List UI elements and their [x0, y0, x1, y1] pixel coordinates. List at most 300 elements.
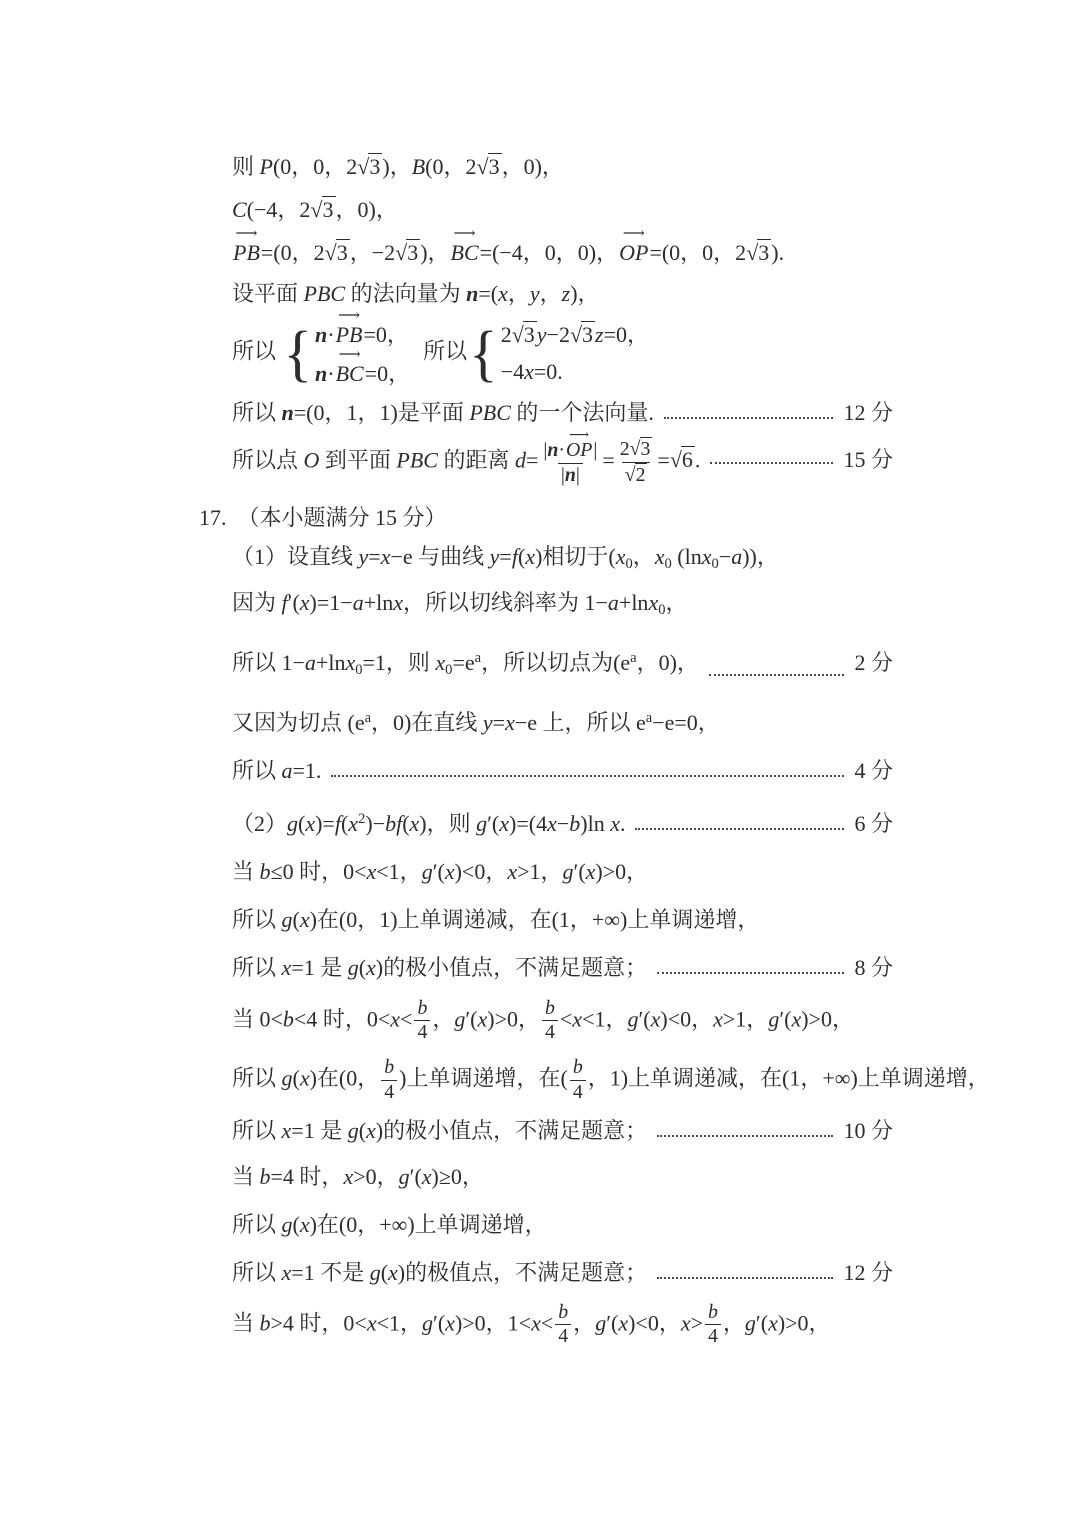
fraction — [705, 1301, 721, 1350]
text: 所以 — [232, 338, 282, 364]
math-variable: x — [281, 954, 292, 980]
denominator — [542, 1020, 558, 1045]
text: =0， — [364, 361, 411, 386]
math-variable: g — [476, 810, 488, 836]
text: =(0，2 — [260, 240, 325, 265]
math-variable: x — [531, 1309, 541, 1335]
text: < — [540, 1309, 554, 1335]
text: 所以 — [412, 338, 468, 364]
square-root — [325, 240, 350, 265]
square-root — [357, 154, 382, 179]
text: ，所以切线斜率为 1− — [402, 589, 608, 615]
text: )<0， — [628, 1309, 681, 1335]
text: 的法向量为 — [345, 281, 467, 306]
text: = — [526, 447, 539, 473]
text: )<0， — [454, 858, 508, 884]
math-variable: b — [259, 1309, 271, 1335]
text: ，−2 — [349, 240, 396, 265]
q17-part2-case-b-eq-4-conclusion — [232, 1258, 893, 1288]
text: ′( — [409, 1163, 422, 1189]
text: >0， — [353, 1163, 399, 1189]
dotted-leader — [654, 398, 844, 428]
radicand — [681, 446, 695, 472]
system-rows — [501, 320, 649, 387]
line-text — [232, 542, 779, 579]
math-variable: x — [366, 954, 376, 980]
text: (ln — [671, 543, 702, 569]
subscript: 0 — [664, 555, 672, 572]
text: )相切于( — [535, 543, 616, 569]
text: −e=0， — [652, 709, 720, 735]
math-variable: PBC — [469, 400, 511, 425]
math-variable: x — [680, 1309, 691, 1335]
math-variable: z — [595, 322, 604, 347]
math-variable: x — [388, 1259, 398, 1285]
math-variable: b — [259, 1163, 271, 1189]
text: ，0)在直线 — [371, 709, 483, 735]
text: 的一个法向量. — [510, 400, 654, 425]
math-variable: x — [366, 858, 377, 884]
square-root — [476, 154, 501, 179]
text: = — [602, 447, 615, 473]
text: ′( — [638, 1005, 651, 1031]
vectors-pb-bc-op — [232, 225, 893, 268]
dotted-leader — [647, 1258, 843, 1288]
text: ′( — [465, 1005, 478, 1031]
system-row — [501, 357, 563, 387]
line-text — [232, 703, 720, 738]
line-text — [232, 905, 759, 935]
p-b-coordinates — [232, 152, 893, 182]
score-label: 4 分 — [854, 757, 893, 783]
text: | — [593, 439, 598, 461]
text: | — [560, 463, 565, 486]
math-variable: b — [384, 1056, 395, 1079]
text: · — [327, 361, 335, 386]
math-variable: x — [791, 1005, 802, 1031]
text: =( — [478, 281, 499, 306]
denominator — [381, 1080, 397, 1105]
math-variable: x — [366, 1117, 376, 1143]
denominator — [705, 1324, 721, 1349]
distance-calculation — [232, 427, 893, 488]
score-label: 2 分 — [854, 649, 893, 675]
text: )在(0， — [309, 1065, 380, 1091]
text: 当 0< — [232, 1005, 283, 1031]
vector-name: OP — [566, 439, 593, 461]
math-variable: x — [648, 589, 659, 615]
text: ( — [380, 1259, 389, 1285]
text: <4 时，0< — [293, 1005, 391, 1031]
text: ， — [665, 589, 688, 615]
math-variable: x — [618, 1309, 629, 1335]
text: · — [327, 322, 335, 347]
radical-sign: √ — [569, 322, 582, 347]
text: ( — [292, 906, 300, 932]
denominator — [555, 1324, 571, 1349]
text: > — [690, 1309, 704, 1335]
math-variable: a — [304, 649, 316, 675]
subscript: 0 — [658, 601, 666, 618]
c-coordinates — [232, 195, 893, 225]
text: =0， — [363, 322, 409, 347]
q17-part2-case-b-le-0-conclusion — [232, 953, 893, 983]
text: 2 — [500, 322, 512, 347]
math-variable: y — [529, 281, 540, 306]
math-vector-variable: n — [315, 361, 328, 386]
text: ). — [771, 240, 785, 265]
math-variable: x — [445, 1309, 455, 1335]
text: 到平面 — [319, 447, 397, 473]
q17-part1-point-on-line — [232, 703, 893, 738]
vector-arrow-icon: ⟶ — [338, 346, 361, 363]
square-root — [310, 197, 335, 222]
text: | — [575, 463, 580, 486]
radicand — [640, 437, 653, 461]
math-variable: x — [299, 1211, 310, 1237]
math-variable: x — [345, 649, 356, 675]
subscript: 0 — [625, 555, 633, 572]
text: 的距离 — [437, 447, 515, 473]
radical-sign: √ — [511, 322, 523, 347]
radicand — [757, 239, 771, 265]
text: )= — [315, 810, 335, 836]
superscript: a — [474, 649, 482, 666]
score-label: 10 分 — [843, 1117, 893, 1143]
math-variable: g — [744, 1309, 756, 1335]
line-text — [232, 225, 785, 268]
denominator — [622, 462, 651, 488]
fraction — [617, 437, 656, 488]
numerator — [381, 1056, 397, 1080]
line-text — [232, 1116, 647, 1146]
text: ( — [358, 954, 367, 980]
text: )>0， — [777, 1309, 831, 1335]
math-vector-variable: n — [547, 439, 559, 461]
text: (−4，2 — [246, 197, 311, 222]
text: )>0，1< — [454, 1309, 532, 1335]
q17-part2-case-b-le-0-monotonic — [232, 905, 893, 935]
math-variable: x — [768, 1309, 778, 1335]
text: − — [718, 543, 732, 569]
vector-name: BC — [450, 240, 479, 265]
math-variable: x — [435, 649, 446, 675]
text: 当 — [232, 1163, 260, 1189]
math-variable: f — [281, 589, 288, 615]
math-variable: x — [499, 810, 510, 836]
text: ， — [632, 543, 655, 569]
text: 3 — [640, 438, 651, 460]
math-variable: x — [525, 543, 536, 569]
text: >1， — [722, 1005, 769, 1031]
math-vector-variable: n — [564, 463, 576, 486]
text: 4 — [417, 1021, 428, 1044]
text: = — [492, 709, 506, 735]
text: 所以 — [232, 954, 282, 980]
math-vector-variable: n — [281, 400, 294, 425]
math-variable: O — [303, 447, 320, 473]
math-variable: x — [348, 810, 359, 836]
vector-notation — [565, 427, 593, 463]
math-variable: g — [421, 858, 433, 884]
text: =4 时， — [270, 1163, 344, 1189]
text: ( — [298, 810, 306, 836]
text: =0， — [603, 322, 650, 347]
text: − — [556, 810, 570, 836]
math-variable: z — [561, 281, 571, 306]
text: ， — [507, 281, 530, 306]
text: 2 — [619, 438, 630, 460]
radical-sign: √ — [357, 154, 369, 179]
numerator — [570, 1056, 586, 1080]
radicand — [406, 239, 420, 265]
text: 设平面 — [232, 281, 304, 306]
text: 所以 — [232, 757, 282, 783]
text: ( — [517, 543, 526, 569]
math-variable: a — [731, 543, 743, 569]
text: 4 — [544, 1021, 555, 1044]
math-variable: x — [343, 1163, 354, 1189]
math-variable: x — [390, 1005, 401, 1031]
subscript: 0 — [355, 661, 363, 678]
math-variable: C — [232, 197, 247, 222]
text: )ln — [580, 810, 611, 836]
math-variable: B — [411, 154, 426, 179]
line-text — [232, 756, 321, 786]
text: ，1)上单调递减，在(1，+∞)上单调递增， — [587, 1065, 990, 1091]
vector-name: PB — [233, 240, 260, 265]
text: )上单调递增，在( — [399, 1065, 568, 1091]
system-row — [315, 307, 409, 350]
vector-notation — [335, 346, 365, 389]
text: 所以 — [232, 1117, 282, 1143]
vector-notation — [618, 225, 649, 268]
math-variable: a — [281, 757, 293, 783]
radical-sign: √ — [324, 240, 336, 265]
system-row — [501, 320, 649, 350]
math-variable: g — [454, 1005, 466, 1031]
radicand — [635, 463, 648, 487]
math-variable: x — [380, 543, 391, 569]
text: 所以 1− — [232, 649, 305, 675]
score-label: 12 分 — [843, 1259, 893, 1285]
normal-vector-result — [232, 398, 893, 428]
text: 4 — [384, 1080, 395, 1103]
question-17-heading — [199, 503, 893, 533]
q17-part2-case-b-gt-4 — [232, 1301, 893, 1350]
q17-part2-case-b-eq-4 — [232, 1162, 893, 1192]
math-variable: b — [282, 1005, 294, 1031]
math-variable: x — [547, 810, 557, 836]
square-root — [395, 240, 420, 265]
math-variable: x — [615, 543, 626, 569]
text: 则 — [232, 154, 260, 179]
text: （2） — [232, 810, 288, 836]
math-variable: x — [585, 858, 596, 884]
text: 3 — [322, 197, 334, 222]
text: (0，0，2 — [272, 154, 358, 179]
fraction — [570, 1056, 586, 1105]
vector-arrow-icon: ⟶ — [453, 225, 476, 242]
math-variable: g — [562, 858, 574, 884]
radical-sign: √ — [669, 447, 681, 473]
math-variable: g — [281, 906, 293, 932]
math-variable: b — [708, 1300, 718, 1323]
square-root — [625, 464, 648, 486]
line-text — [232, 152, 564, 182]
text: ，0)， — [501, 154, 564, 179]
fraction — [540, 427, 600, 488]
math-variable: x — [281, 1117, 292, 1143]
square-root — [630, 438, 653, 460]
math-variable: x — [444, 858, 455, 884]
math-variable: g — [422, 1309, 434, 1335]
subscript: 0 — [445, 661, 453, 678]
q17-part2-case-b-le-0 — [232, 857, 893, 887]
math-variable: x — [477, 1005, 488, 1031]
text: ′( — [573, 858, 586, 884]
vector-notation — [232, 225, 261, 268]
text: +ln — [315, 649, 346, 675]
brace-icon: { — [469, 318, 498, 388]
math-variable: x — [507, 858, 518, 884]
text: )≥0， — [431, 1163, 484, 1189]
line-text — [232, 398, 654, 428]
math-variable: x — [299, 906, 310, 932]
text: 4 — [708, 1325, 718, 1348]
denominator — [570, 1080, 586, 1105]
text: 4 — [558, 1325, 569, 1348]
math-variable: f — [396, 810, 403, 836]
numerator — [617, 437, 656, 462]
math-variable: x — [305, 810, 316, 836]
superscript: a — [645, 709, 653, 726]
text: =1，则 — [362, 649, 436, 675]
text: 3 — [407, 240, 419, 265]
math-variable: x — [498, 281, 508, 306]
text: )− — [365, 810, 386, 836]
math-variable: x — [281, 1259, 292, 1285]
equation-system — [283, 307, 411, 389]
dotted-leader — [699, 643, 855, 685]
system-row — [315, 346, 411, 389]
text: −2 — [546, 322, 570, 347]
text: =0. — [533, 359, 563, 384]
text: =(0，1，1)是平面 — [293, 400, 470, 425]
line-text — [232, 195, 398, 225]
q17-part1-tangent-point — [232, 643, 893, 685]
math-variable: x — [299, 1065, 310, 1091]
square-root — [746, 240, 771, 265]
math-variable: g — [595, 1309, 607, 1335]
vector-arrow-icon: ⟶ — [569, 427, 590, 443]
text: 所以点 — [232, 447, 304, 473]
vector-notation — [450, 225, 480, 268]
text: 3 — [758, 240, 770, 265]
radicand — [336, 239, 350, 265]
math-variable: y — [358, 543, 369, 569]
text: >1， — [517, 858, 563, 884]
line-text — [232, 643, 699, 685]
radicand — [322, 196, 336, 222]
math-variable: f — [334, 810, 341, 836]
text: )>0， — [801, 1005, 854, 1031]
math-variable: x — [421, 1163, 432, 1189]
math-variable: b — [569, 810, 581, 836]
text: <1， — [582, 1005, 628, 1031]
text: )的极小值点，不满足题意； — [375, 954, 648, 980]
text: ( — [292, 1065, 300, 1091]
line-text — [232, 1210, 547, 1240]
subscript: 0 — [711, 555, 719, 572]
score-label: 12 分 — [843, 400, 893, 425]
math-variable: x — [654, 543, 665, 569]
q17-part1-a-equals-1 — [232, 756, 893, 786]
text: < — [559, 1005, 573, 1031]
math-variable: P — [259, 154, 273, 179]
math-variable: g — [281, 1211, 293, 1237]
text: . — [694, 447, 701, 473]
math-variable: b — [558, 1300, 569, 1323]
math-variable: g — [281, 1065, 293, 1091]
math-variable: b — [385, 810, 397, 836]
text: )=1− — [309, 589, 353, 615]
text: < — [400, 1005, 413, 1031]
numerator — [555, 1301, 571, 1325]
text: ( — [292, 1211, 300, 1237]
math-variable: g — [369, 1259, 381, 1285]
text: 3 — [369, 154, 381, 179]
text: =e — [452, 649, 475, 675]
math-variable: b — [417, 996, 428, 1019]
fraction — [542, 997, 558, 1046]
text: )<0， — [660, 1005, 714, 1031]
vector-name: BC — [335, 361, 364, 386]
text: = — [368, 543, 381, 569]
line-text — [232, 427, 701, 488]
superscript: a — [630, 649, 637, 666]
text: 所以 — [232, 1259, 282, 1285]
radicand — [368, 153, 382, 179]
text: ( — [402, 810, 410, 836]
text: 所以 — [232, 1065, 282, 1091]
text: 3 — [582, 322, 594, 347]
math-variable: a — [607, 589, 619, 615]
fraction — [381, 1056, 397, 1105]
vector-name: PB — [335, 322, 363, 347]
text: 3 — [488, 154, 500, 179]
radical-sign: √ — [624, 463, 635, 486]
math-variable: g — [398, 1163, 410, 1189]
denominator — [414, 1020, 430, 1045]
text: 2 — [635, 463, 646, 486]
text: )， — [382, 154, 412, 179]
vector-arrow-icon: ⟶ — [338, 307, 361, 324]
text: 因为 — [232, 589, 282, 615]
text: <1， — [376, 858, 422, 884]
text: ′( — [432, 858, 445, 884]
text: =1. — [292, 757, 322, 783]
text: = — [499, 543, 512, 569]
text: ′( — [606, 1309, 619, 1335]
text: +ln — [618, 589, 649, 615]
score-label: 6 分 — [854, 810, 893, 836]
text: 4 — [572, 1080, 583, 1103]
text: )的极小值点，不满足题意； — [375, 1117, 648, 1143]
text: =1 不是 — [291, 1259, 370, 1285]
text: (0，2 — [425, 154, 477, 179]
text: . — [619, 810, 626, 836]
